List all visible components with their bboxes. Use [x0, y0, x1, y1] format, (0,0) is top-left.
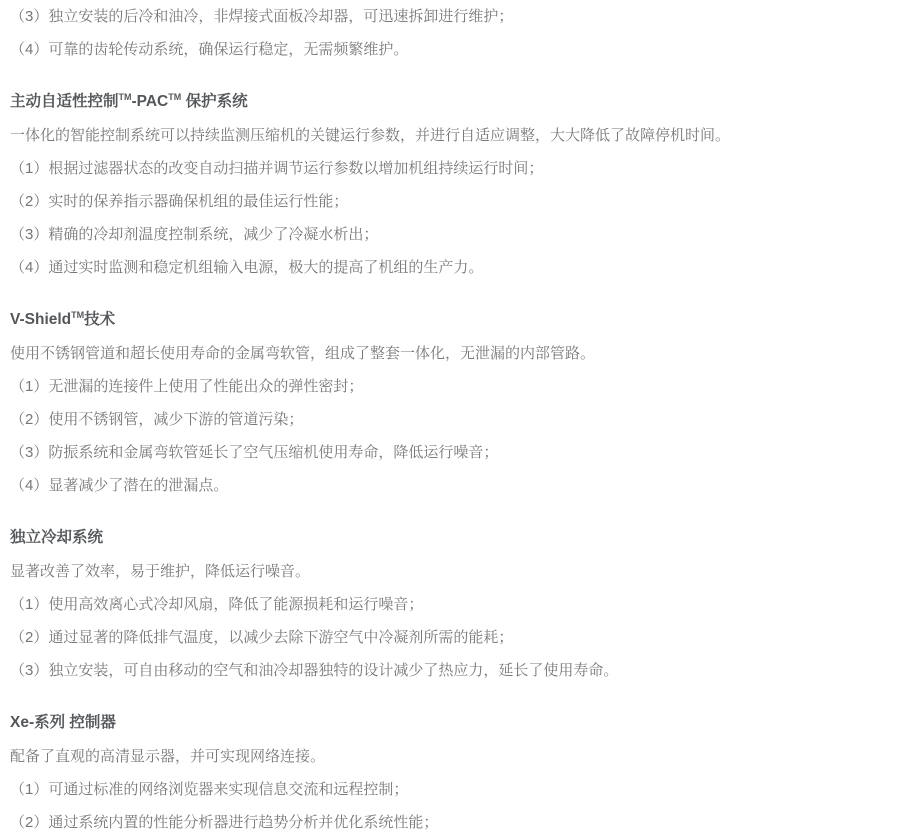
feature-item: （4）显著减少了潜在的泄漏点。	[10, 477, 229, 494]
feature-item: （4）通过实时监测和稳定机组输入电源，极大的提高了机组的生产力。	[10, 259, 484, 276]
feature-item: （2）实时的保养指示器确保机组的最佳运行性能；	[10, 193, 349, 210]
section	[10, 6, 889, 60]
feature-item: （1）使用高效离心式冷却风扇，降低了能源损耗和运行噪音；	[10, 596, 424, 613]
feature-item: （2）通过系统内置的性能分析器进行趋势分析并优化系统性能；	[10, 814, 439, 831]
feature-item: （1）可通过标准的网络浏览器来实现信息交流和远程控制；	[10, 781, 409, 798]
feature-item: （1）无泄漏的连接件上使用了性能出众的弹性密封；	[10, 378, 364, 395]
heading-text: -PAC	[131, 93, 169, 110]
heading-text: 技术	[84, 311, 116, 328]
section-heading	[10, 309, 889, 330]
trademark-superscript: TM	[168, 91, 182, 102]
heading-text: V-Shield	[10, 311, 72, 328]
section-heading	[10, 91, 889, 112]
feature-item: （2）通过显著的降低排气温度，以减少去除下游空气中冷凝剂所需的能耗；	[10, 629, 514, 646]
feature-item: （1）根据过滤器状态的改变自动扫描并调节运行参数以增加机组持续运行时间；	[10, 160, 544, 177]
section	[10, 91, 889, 278]
section	[10, 527, 889, 681]
feature-item: （3）独立安装，可自由移动的空气和油冷却器独特的设计减少了热应力，延长了使用寿命。	[10, 662, 619, 679]
feature-item: （4）可靠的齿轮传动系统，确保运行稳定，无需频繁维护。	[10, 41, 409, 58]
feature-item: （3）防振系统和金属弯软管延长了空气压缩机使用寿命，降低运行噪音；	[10, 444, 499, 461]
section	[10, 712, 889, 833]
heading-text: Xe-系列 控制器	[10, 714, 116, 731]
section-intro: 配备了直观的高清显示器，并可实现网络连接。	[10, 748, 326, 765]
feature-item: （3）精确的冷却剂温度控制系统，减少了冷凝水析出；	[10, 226, 379, 243]
section-intro: 使用不锈钢管道和超长使用寿命的金属弯软管，组成了整套一体化，无泄漏的内部管路。	[10, 345, 596, 362]
section	[10, 309, 889, 496]
section-intro: 一体化的智能控制系统可以持续监测压缩机的关键运行参数，并进行自适应调整，大大降低了故障停机时间。	[10, 127, 731, 144]
feature-item: （2）使用不锈钢管，减少下游的管道污染；	[10, 411, 304, 428]
section-intro: 显著改善了效率，易于维护，降低运行噪音。	[10, 563, 311, 580]
section-heading	[10, 712, 889, 733]
heading-text: 独立冷却系统	[10, 529, 104, 546]
heading-text: 主动自适性控制	[10, 93, 119, 110]
trademark-superscript: TM	[118, 91, 132, 102]
heading-text: 保护系统	[181, 93, 248, 110]
feature-item: （3）独立安装的后冷和油冷，非焊接式面板冷却器，可迅速拆卸进行维护；	[10, 8, 514, 25]
section-heading	[10, 527, 889, 548]
trademark-superscript: TM	[71, 309, 85, 320]
